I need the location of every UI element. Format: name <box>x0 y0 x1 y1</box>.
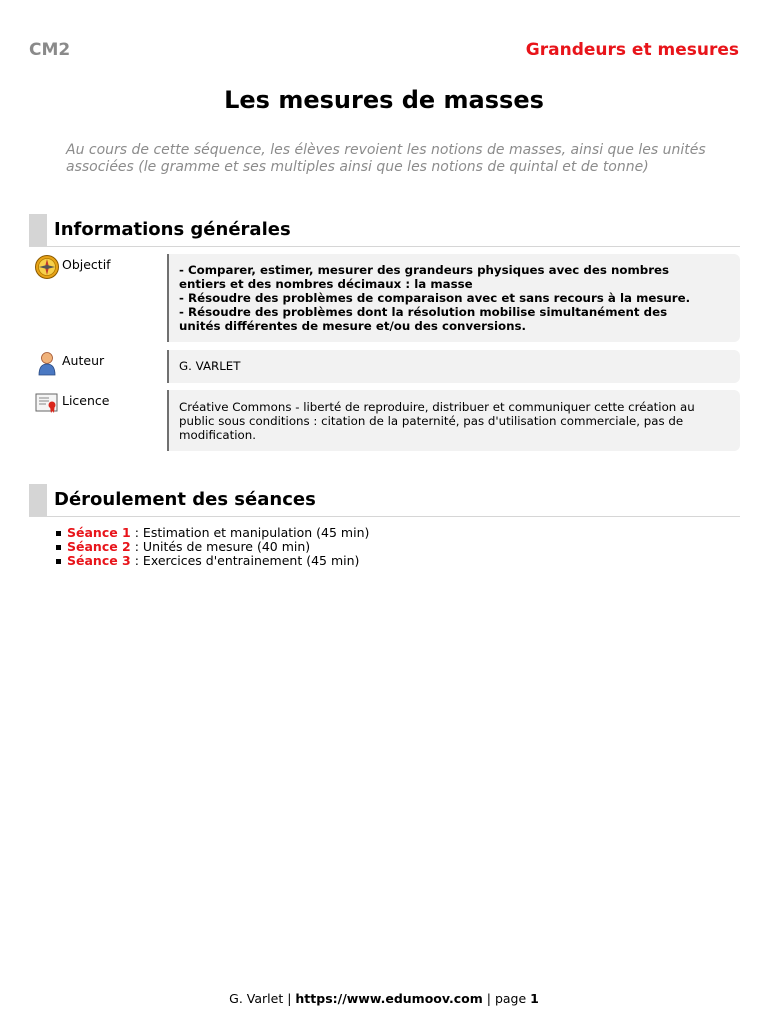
info-label-auteur: Auteur <box>62 353 105 368</box>
seance-link-2[interactable]: Séance 2 <box>67 539 131 554</box>
info-row-licence <box>34 390 740 451</box>
info-box-objectif <box>167 254 740 342</box>
footer-page-number: 1 <box>530 991 539 1006</box>
footer-url-link[interactable]: https://www.edumoov.com <box>295 991 483 1006</box>
licence-line: public sous conditions : citation de la paternité, pas d'utilisation commerciale, pas de <box>179 414 684 428</box>
objectif-line: - Comparer, estimer, mesurer des grandeurs physiques avec des nombres <box>179 263 670 277</box>
objectif-line: - Résoudre des problèmes dont la résolution mobilise simultanément des <box>179 305 668 319</box>
section-bar <box>29 214 47 246</box>
info-row-auteur <box>34 350 740 383</box>
seance-desc: : Unités de mesure (40 min) <box>130 539 311 554</box>
info-label-objectif: Objectif <box>62 257 111 272</box>
page-footer <box>0 991 768 1006</box>
footer-separator: | page <box>482 991 531 1006</box>
objectif-line: - Résoudre des problèmes de comparaison avec et sans recours à la mesure. <box>179 291 691 305</box>
compass-icon <box>34 254 60 280</box>
auteur-value: G. VARLET <box>179 359 241 373</box>
level-label: CM2 <box>29 40 71 60</box>
section-header-deroulement <box>29 484 740 517</box>
page-title: Les mesures de masses <box>224 86 544 114</box>
section-title-info: Informations générales <box>54 219 291 240</box>
info-label-licence: Licence <box>62 393 110 408</box>
list-item <box>56 540 369 554</box>
licence-line: Créative Commons - liberté de reproduire, distribuer et communiquer cette création au <box>179 400 695 414</box>
seance-desc: : Estimation et manipulation (45 min) <box>130 525 370 540</box>
list-item <box>56 526 369 540</box>
list-item <box>56 554 369 568</box>
intro-text: Au cours de cette séquence, les élèves revoient les notions de masses, ainsi que les unités associées (le gramme et ses multiples ainsi que les notions de quintal et de tonne) <box>66 142 706 175</box>
section-header-info <box>29 214 740 247</box>
licence-line: modification. <box>179 428 256 442</box>
objectif-line: unités différentes de mesure et/ou des conversions. <box>179 319 527 333</box>
certificate-icon <box>34 390 60 416</box>
seance-desc: : Exercices d'entrainement (45 min) <box>130 553 360 568</box>
info-box-licence <box>167 390 740 451</box>
section-title-deroulement: Déroulement des séances <box>54 489 316 510</box>
objectif-line: entiers et des nombres décimaux : la masse <box>179 277 473 291</box>
footer-author: G. Varlet | <box>229 991 296 1006</box>
person-icon <box>34 350 60 376</box>
section-bar <box>29 484 47 516</box>
seance-link-1[interactable]: Séance 1 <box>67 525 131 540</box>
info-row-objectif <box>34 254 740 342</box>
seance-list <box>56 526 369 568</box>
subject-label: Grandeurs et mesures <box>525 40 739 60</box>
seance-link-3[interactable]: Séance 3 <box>67 553 131 568</box>
info-box-auteur <box>167 350 740 383</box>
